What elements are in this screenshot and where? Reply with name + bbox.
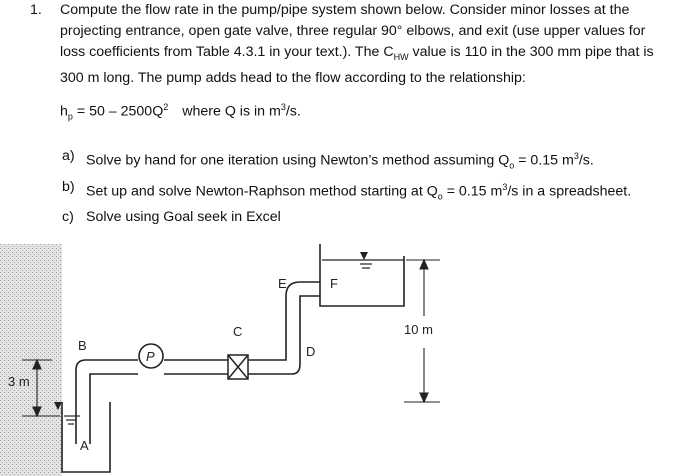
gate-valve-symbol xyxy=(228,355,248,379)
problem-line-2: projecting entrance, open gate valve, three regular 90° elbows, and exit (use upper values for xyxy=(60,23,646,39)
task-b: b) Set up and solve Newton-Raphson method starting at $Q_o = 0.15$ $m^3/s$ in a spreadsheet. xyxy=(62,178,632,202)
label-f: F xyxy=(330,276,338,291)
label-d: D xyxy=(306,344,316,359)
problem-line-1: Compute the flow rate in the pump/pipe system shown below. Consider minor losses at the xyxy=(60,2,630,18)
label-b: B xyxy=(78,338,87,353)
label-e: E xyxy=(278,276,287,291)
task-c: c) Solve using Goal seek in Excel xyxy=(62,209,281,226)
dimension-3m-label: 3 m xyxy=(8,374,30,389)
problem-line-3: loss coefficients from Table 4.3.1 in your text.). The $C_{HW}$ value is 110 in the 300 mm pipe that is xyxy=(60,44,654,62)
pump-head-equation: $h_p = 50 - 2500Q^2$ where Q is in $m^3/s$. xyxy=(60,102,301,122)
label-p: P xyxy=(146,349,155,364)
lower-reservoir xyxy=(62,402,110,472)
problem-statement xyxy=(30,0,674,89)
label-c: C xyxy=(233,324,243,339)
water-level-marker-upper xyxy=(360,252,368,260)
task-list xyxy=(62,146,631,228)
problem-line-4: 300 m long. The pump adds head to the flow according to the relationship: xyxy=(60,69,526,86)
lower-water-surface xyxy=(64,416,80,424)
label-a: A xyxy=(80,438,89,453)
pump-pipe-diagram xyxy=(0,236,700,476)
dimension-10m-label: 10 m xyxy=(404,322,433,337)
pipe-system xyxy=(76,282,320,444)
upper-water-surface xyxy=(322,260,404,268)
problem-number: 1. xyxy=(30,2,42,18)
task-a: a) Solve by hand for one iteration using Newton’s method assuming $Q_o = 0.15$ $m^3/s$. xyxy=(62,148,594,171)
